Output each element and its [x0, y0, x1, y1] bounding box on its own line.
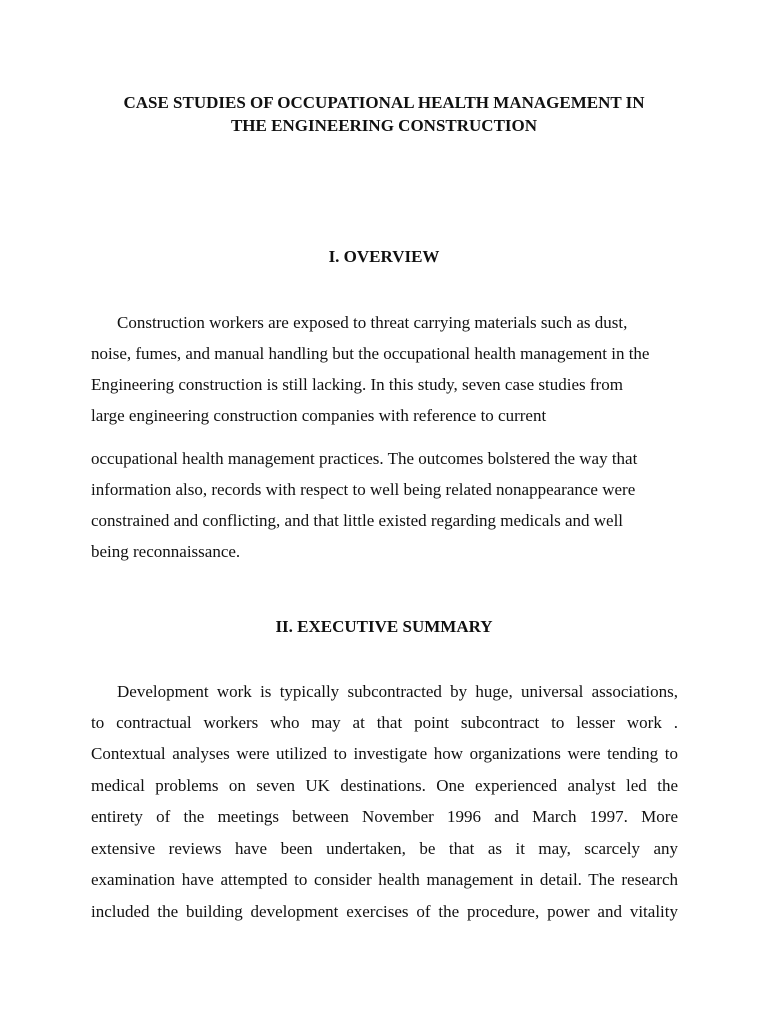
summary-paragraph-line: included the building development exercises of the procedure, power and vitality — [91, 902, 678, 921]
overview-paragraph-line: noise, fumes, and manual handling but the occupational health management in the — [91, 344, 650, 363]
overview-paragraph-line: large engineering construction companies with reference to current — [91, 406, 547, 425]
overview-paragraph-line: constrained and conflicting, and that little existed regarding medicals and well — [91, 511, 624, 530]
summary-paragraph-line: examination have attempted to consider health management in detail. The research — [91, 870, 678, 889]
overview-paragraph-line: Engineering construction is still lacking. In this study, seven case studies from — [91, 375, 623, 394]
section-heading-executive-summary: II. EXECUTIVE SUMMARY — [275, 617, 493, 636]
overview-paragraph-line: occupational health management practices. The outcomes bolstered the way that — [91, 449, 638, 468]
summary-paragraph-line: medical problems on seven UK destinations. One experienced analyst led the — [91, 776, 678, 795]
section-heading-overview: I. OVERVIEW — [328, 247, 440, 266]
document-title-line-2: THE ENGINEERING CONSTRUCTION — [230, 116, 538, 135]
overview-paragraph-line: Construction workers are exposed to threat carrying materials such as dust, — [117, 313, 628, 332]
overview-paragraph-line: being reconnaissance. — [91, 542, 241, 561]
overview-paragraph-line: information also, records with respect to well being related nonappearance were — [91, 480, 636, 499]
summary-paragraph-line: entirety of the meetings between November 1996 and March 1997. More — [91, 807, 678, 826]
document-title-line-1: CASE STUDIES OF OCCUPATIONAL HEALTH MANAGEMENT IN — [123, 93, 645, 112]
summary-paragraph-line: to contractual workers who may at that point subcontract to lesser work . — [91, 713, 678, 732]
summary-paragraph-line: Development work is typically subcontracted by huge, universal associations, — [117, 682, 678, 701]
summary-paragraph-line: Contextual analyses were utilized to investigate how organizations were tending to — [91, 744, 678, 763]
summary-paragraph-line: extensive reviews have been undertaken, be that as it may, scarcely any — [91, 839, 678, 858]
